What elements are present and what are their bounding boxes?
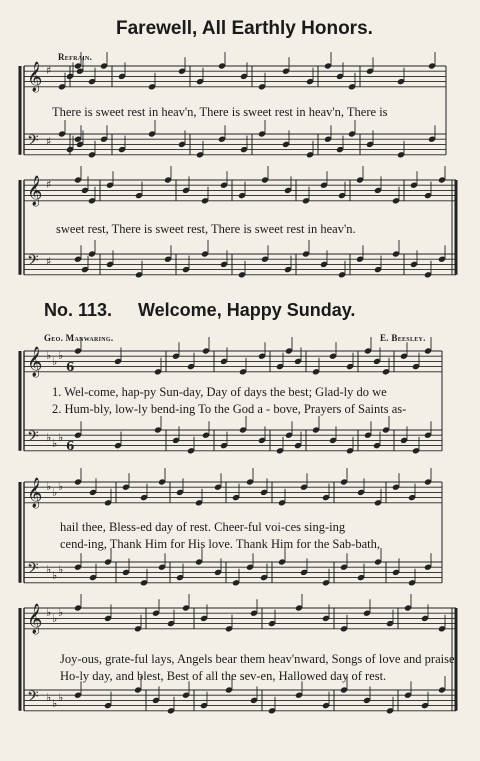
sharp-icon: ♯	[46, 64, 52, 77]
flat-icon: ♭	[46, 563, 52, 576]
section-label: Refrain.	[58, 52, 93, 62]
lyric-line: Joy-ous, grate-ful lays, Angels bear them heav'nward, Songs of love and praise.	[60, 652, 458, 666]
sharp-icon: ♯	[46, 135, 52, 148]
lyric-line: sweet rest, There is sweet rest, There is sweet rest in heav'n.	[56, 222, 356, 236]
treble-clef-icon: 𝄞	[27, 478, 43, 508]
flat-icon: ♭	[58, 480, 64, 493]
lyric-line: cend-ing, Thank Him for His love. Thank Him for the Sab-bath,	[60, 537, 380, 551]
flat-icon: ♭	[46, 691, 52, 704]
lyric-line: There is sweet rest in heav'n, There is sweet rest in heav'n, There is	[52, 105, 388, 119]
flat-icon: ♭	[52, 486, 58, 499]
flat-icon: ♭	[46, 480, 52, 493]
flat-icon: ♭	[52, 437, 58, 450]
bass-clef-icon: 𝄢	[27, 132, 39, 153]
treble-clef-icon: 𝄞	[27, 176, 43, 206]
bass-clef-icon: 𝄢	[27, 428, 39, 449]
flat-icon: ♭	[46, 349, 52, 362]
sharp-icon: ♯	[46, 255, 52, 268]
flat-icon: ♭	[46, 606, 52, 619]
bass-clef-icon: 𝄢	[27, 688, 39, 709]
treble-clef-icon: 𝄞	[27, 347, 43, 377]
treble-clef-icon: 𝄞	[27, 604, 43, 634]
author-credit: Geo. Manwaring.	[44, 333, 114, 343]
flat-icon: ♭	[46, 431, 52, 444]
flat-icon: ♭	[52, 697, 58, 710]
composer-credit: E. Beesley.	[380, 333, 426, 343]
bass-clef-icon: 𝄢	[27, 560, 39, 581]
flat-icon: ♭	[58, 349, 64, 362]
flat-icon: ♭	[52, 355, 58, 368]
lyric-line: 2. Hum-bly, low-ly bend-ing To the God a - bove, Prayers of Saints as-	[52, 402, 407, 416]
treble-clef-icon: 𝄞	[27, 62, 43, 92]
lyric-line: 1. Wel-come, hap-py Sun-day, Day of days the best; Glad-ly do we	[52, 385, 387, 399]
time-signature: 6	[66, 439, 75, 453]
sharp-icon: ♯	[46, 178, 52, 191]
lyric-line: hail thee, Bless-ed day of rest. Cheer-ful voi-ces sing-ing	[60, 520, 346, 534]
flat-icon: ♭	[52, 612, 58, 625]
hymn-title: Farewell, All Earthly Honors.	[116, 18, 373, 39]
flat-icon: ♭	[52, 569, 58, 582]
lyric-line: Ho-ly day, and blest, Best of all the sev-en, Hallowed day of rest.	[60, 669, 387, 683]
flat-icon: ♭	[58, 691, 64, 704]
time-signature: 6	[66, 360, 75, 374]
bass-clef-icon: 𝄢	[27, 252, 39, 273]
flat-icon: ♭	[58, 431, 64, 444]
flat-icon: ♭	[58, 606, 64, 619]
hymn-number: No. 113.	[44, 300, 113, 320]
flat-icon: ♭	[58, 563, 64, 576]
hymn-title: Welcome, Happy Sunday.	[138, 300, 356, 320]
